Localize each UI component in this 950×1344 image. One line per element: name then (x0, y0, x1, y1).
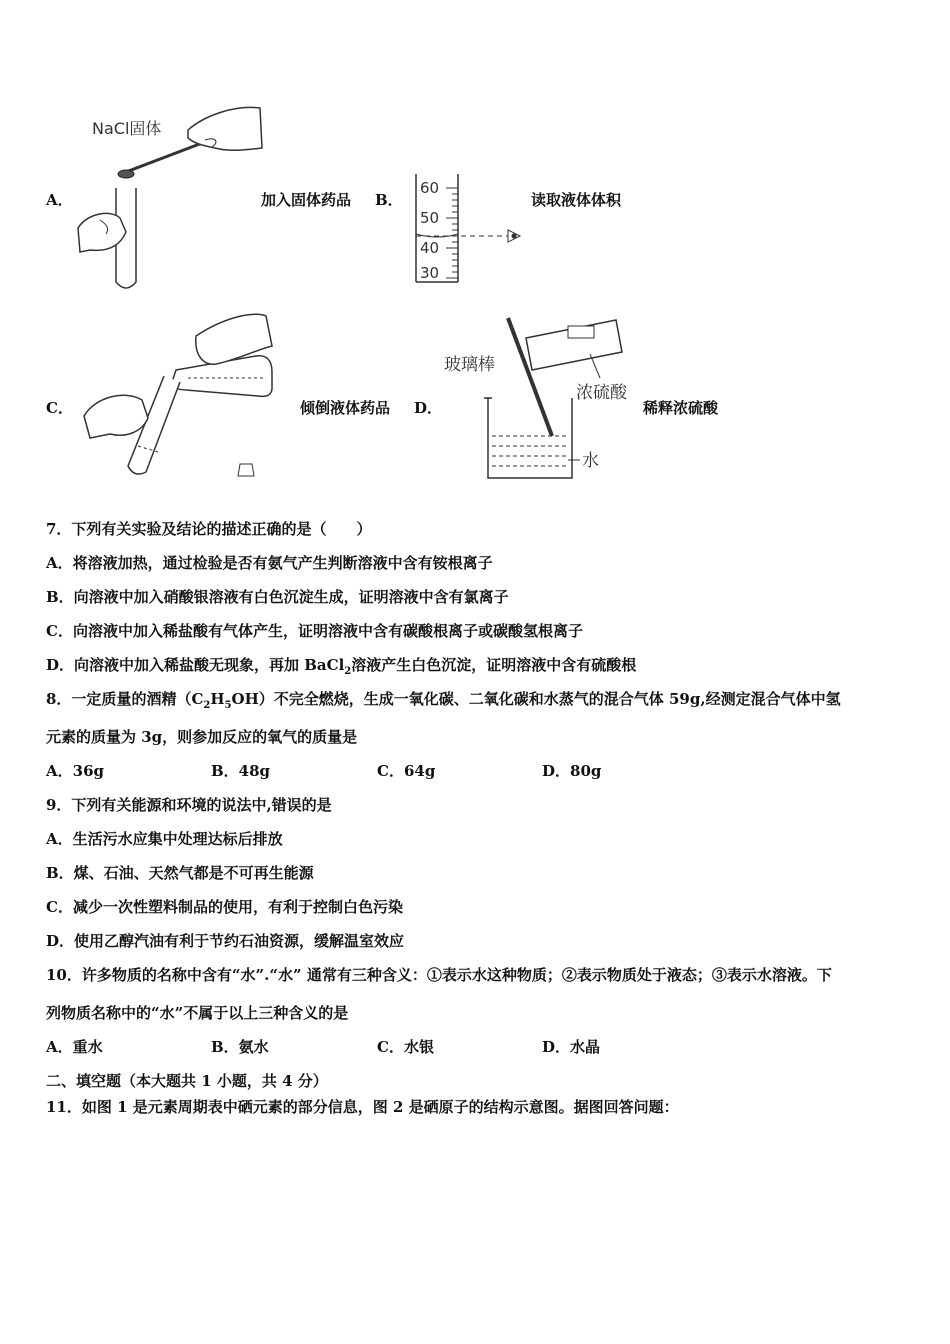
spoon-icon (126, 140, 210, 172)
q7-option-c: C．向溶液中加入稀盐酸有气体产生，证明溶液中含有碳酸根离子或碳酸氢根离子 (46, 622, 583, 640)
figure-b-read-volume (408, 170, 528, 290)
q9-option-b: B．煤、石油、天然气都是不可再生能源 (46, 864, 314, 882)
q10-option-c: C．水银 (377, 1038, 434, 1056)
q8-option-a: A．36g (46, 762, 105, 780)
section-heading: 二、填空题（本大题共 1 小题，共 4 分） (46, 1072, 328, 1090)
q8-option-b: B．48g (211, 762, 271, 780)
option-c-label: C． (46, 399, 73, 417)
figure-a-caption: 加入固体药品 (261, 191, 352, 209)
q7-option-d: D．向溶液中加入稀盐酸无现象，再加 BaCl$_2$溶液产生白色沉淀，证明溶液中含有硫酸根 (46, 656, 637, 677)
q9-option-c: C．减少一次性塑料制品的使用，有利于控制白色污染 (46, 898, 403, 916)
q8-stem-line2: 元素的质量为 3g，则参加反应的氧气的质量是 (46, 728, 358, 746)
q10-stem-line2: 列物质名称中的“水”不属于以上三种含义的是 (46, 1004, 349, 1022)
q7-stem: 7．下列有关实验及结论的描述正确的是（ ） (46, 520, 372, 538)
q8-option-c: C．64g (377, 762, 436, 780)
q7-option-a: A．将溶液加热，通过检验是否有氨气产生判断溶液中含有铵根离子 (46, 554, 493, 572)
q10-option-b: B．氨水 (211, 1038, 269, 1056)
figure-a-add-solid (70, 100, 270, 300)
tick-30: 30 (420, 264, 440, 282)
q10-option-a: A．重水 (46, 1038, 103, 1056)
q8-stem: 8．一定质量的酒精$(C_2H_5OH)$不完全燃烧，生成一氧化碳、二氧化碳和水蒸气的混合气体 59g,经测定混合气体中氢 (46, 690, 841, 711)
q10-option-d: D．水晶 (542, 1038, 601, 1056)
q7-option-b: B．向溶液中加入硝酸银溶液有白色沉淀生成，证明溶液中含有氯离子 (46, 588, 509, 606)
figure-d-caption: 稀释浓硫酸 (643, 399, 719, 417)
stopper-icon (238, 464, 254, 476)
hand-icon (188, 107, 262, 150)
q9-stem: 9．下列有关能源和环境的说法中,错误的是 (46, 796, 332, 814)
q10-stem: 10．许多物质的名称中含有“水”.“水” 通常有三种含义：①表示水这种物质；②表示物质处于液态；③表示水溶液。下 (46, 966, 832, 984)
glass-rod-label: 玻璃棒 (444, 355, 495, 375)
q8-option-d: D．80g (542, 762, 602, 780)
q9-option-d: D．使用乙醇汽油有利于节约石油资源，缓解温室效应 (46, 932, 405, 950)
q11-stem: 11．如图 1 是元素周期表中硒元素的部分信息，图 2 是硒原子的结构示意图。据图回答问题： (46, 1098, 679, 1116)
nacl-solid-label: NaCl固体 (92, 119, 162, 138)
tick-40: 40 (420, 239, 440, 257)
figure-d-dilute-acid (440, 312, 640, 482)
option-b-label: B． (375, 191, 403, 209)
tick-60: 60 (420, 179, 440, 197)
figure-c-caption: 倾倒液体药品 (300, 399, 391, 417)
option-a-label: A． (46, 191, 73, 209)
acid-label: 浓硫酸 (576, 383, 627, 403)
tick-50: 50 (420, 209, 440, 227)
figure-b-caption: 读取液体体积 (531, 191, 622, 209)
water-label: 水 (582, 451, 599, 471)
figure-c-pour-liquid (76, 306, 276, 486)
q9-option-a: A．生活污水应集中处理达标后排放 (46, 830, 283, 848)
option-d-label: D． (414, 399, 443, 417)
